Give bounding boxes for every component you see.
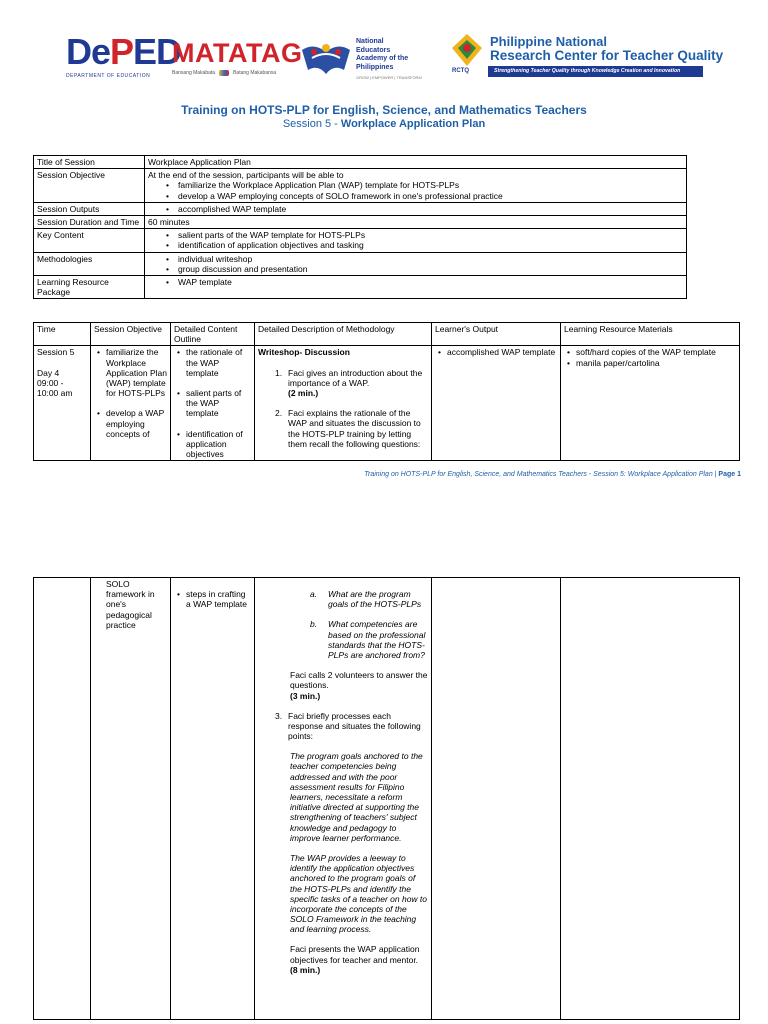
rctq-abbr: RCTQ bbox=[452, 68, 469, 74]
list-item: • soft/hard copies of the WAP template bbox=[564, 347, 736, 357]
matatag-sub-left: Bansang Makabata bbox=[172, 70, 216, 76]
volunteers-text: Faci calls 2 volunteers to answer the questions. (3 min.) bbox=[290, 670, 428, 701]
header-logos bbox=[60, 28, 724, 92]
list-item: • salient parts of the WAP template for HOTS-PLPs bbox=[148, 230, 683, 240]
list-item: • group discussion and presentation bbox=[148, 264, 683, 274]
list-item: • WAP template bbox=[148, 277, 683, 287]
list-item: • accomplished WAP template bbox=[148, 204, 683, 214]
time-end: 10:00 am bbox=[37, 387, 73, 398]
neap-line2: Educators bbox=[356, 46, 391, 54]
session-title bbox=[0, 118, 768, 131]
list-item: • familiarize the Workplace Application Plan (WAP) template for HOTS-PLPs bbox=[94, 347, 167, 398]
list-item: • steps in crafting a WAP template bbox=[174, 589, 251, 609]
list-item: 2. Faci explains the rationale of the WAP and situates the discussion to the HOTS-PLP training by letting them recall the following questions: bbox=[275, 408, 421, 449]
lrp-label: Learning Resource Package bbox=[34, 275, 145, 298]
list-item: • familiarize the Workplace Application Plan (WAP) template for HOTS-PLPs bbox=[148, 180, 683, 190]
list-item: • manila paper/cartolina bbox=[564, 358, 736, 368]
key-content-label: Key Content bbox=[34, 229, 145, 252]
materials-cell bbox=[561, 578, 740, 1020]
header-objective: Session Objective bbox=[91, 323, 171, 346]
methodology-cell bbox=[255, 578, 432, 1020]
time-cell bbox=[34, 346, 91, 461]
key-content-cell bbox=[145, 229, 687, 252]
objective-continued: SOLO framework in one's pedagogical practice bbox=[106, 579, 155, 630]
list-item: • develop a WAP employing concepts of bbox=[94, 408, 167, 439]
materials-cell bbox=[561, 346, 740, 461]
list-item: • identification of application objectives and tasking bbox=[148, 240, 683, 250]
table-row bbox=[34, 252, 687, 275]
objective-cell bbox=[91, 578, 171, 1020]
footer-page: Page 1 bbox=[718, 471, 741, 478]
session-info-table bbox=[33, 155, 687, 299]
duration-value: 60 minutes bbox=[145, 215, 687, 228]
matatag-sub-right: Batang Makabansa bbox=[233, 70, 277, 76]
footer-text: Training on HOTS-PLP for English, Science, and Mathematics Teachers - Session 5: Workplace Application Plan | bbox=[364, 471, 719, 478]
time-cell bbox=[34, 578, 91, 1020]
rctq-line1: Philippine National bbox=[490, 34, 608, 49]
duration-label: Session Duration and Time bbox=[34, 215, 145, 228]
matatag-emblem-icon bbox=[219, 70, 229, 76]
point-2: The WAP provides a leeway to identify the application objectives anchored to the program goals of the HOTS-PLPs and identify the specific tasks of a teacher on how to incorporate the concepts of the SOLO Framework in the teaching and learning process. bbox=[290, 852, 428, 935]
session-name: Workplace Application Plan bbox=[340, 118, 486, 130]
outputs-label: Session Outputs bbox=[34, 202, 145, 215]
list-item: • accomplished WAP template bbox=[435, 347, 557, 357]
outputs-cell bbox=[145, 202, 687, 215]
output-cell bbox=[432, 346, 561, 461]
methodologies-cell bbox=[145, 252, 687, 275]
deped-word-a: De bbox=[66, 31, 111, 72]
objective-label: Session Objective bbox=[34, 169, 145, 203]
objective-cell bbox=[91, 346, 171, 461]
content-cell bbox=[171, 578, 255, 1020]
table-row bbox=[34, 215, 687, 228]
neap-line1: National bbox=[356, 38, 384, 45]
point-1: The program goals anchored to the teacher competencies being addressed and with the poor assessment results for Filipino learners, necessitate a reform initiative directed at supporting the strengthening of teachers' subject knowledge and pedagogy to improve learner performance. bbox=[290, 751, 423, 843]
table-row bbox=[34, 578, 740, 1020]
deped-word-b: ED bbox=[133, 31, 182, 72]
neap-line4: Philippines bbox=[356, 63, 394, 71]
table-row bbox=[34, 346, 740, 461]
neap-line3: Academy of the bbox=[356, 55, 409, 62]
title-label: Title of Session bbox=[34, 156, 145, 169]
methodologies-label: Methodologies bbox=[34, 252, 145, 275]
session-plan-table-continued bbox=[33, 577, 740, 1020]
list-item: • salient parts of the WAP template bbox=[174, 388, 251, 419]
rctq-tagline: Strengthening Teacher Quality through Knowledge Creation and Innovation bbox=[488, 66, 703, 77]
methodology-cell bbox=[255, 346, 432, 461]
question-a: a. What are the program goals of the HOTS-PLPs bbox=[310, 589, 422, 610]
session-prefix: Session 5 - bbox=[282, 118, 341, 130]
table-header-row bbox=[34, 323, 740, 346]
header-methodology: Detailed Description of Methodology bbox=[255, 323, 432, 346]
table-row bbox=[34, 169, 687, 203]
list-item: • the rationale of the WAP template bbox=[174, 347, 251, 378]
session-plan-table bbox=[33, 322, 740, 461]
deped-logo bbox=[66, 31, 182, 90]
day-label: Day 4 bbox=[37, 367, 60, 378]
header-output: Learner's Output bbox=[432, 323, 561, 346]
rctq-logo bbox=[450, 32, 724, 84]
rctq-line2: Research Center for Teacher Quality bbox=[490, 48, 724, 63]
question-b: b. What competencies are based on the professional standards that the HOTS-PLPs are anchored from? bbox=[310, 619, 426, 660]
matatag-word: MATATAG bbox=[172, 38, 303, 68]
deped-torch-p: P bbox=[110, 31, 134, 72]
header-content: Detailed Content Outline bbox=[171, 323, 255, 346]
method-heading: Writeshop- Discussion bbox=[258, 347, 350, 358]
list-item: 3. Faci briefly processes each response and situates the following points: bbox=[275, 710, 421, 742]
matatag-logo bbox=[172, 38, 303, 86]
page-footer bbox=[364, 471, 741, 479]
list-item: • develop a WAP employing concepts of SOLO framework in one's professional practice bbox=[148, 191, 683, 201]
session-num: Session 5 bbox=[37, 347, 75, 358]
neap-logo bbox=[300, 36, 430, 88]
table-row bbox=[34, 202, 687, 215]
neap-tagline: GROW | EMPOWER | TRANSFORM bbox=[356, 75, 422, 80]
lrp-cell bbox=[145, 275, 687, 298]
table-row bbox=[34, 275, 687, 298]
list-item: • identification of application objectives bbox=[174, 429, 251, 460]
table-row bbox=[34, 229, 687, 252]
objective-intro: At the end of the session, participants will be able to bbox=[148, 170, 344, 181]
content-cell bbox=[171, 346, 255, 461]
document-title: Training on HOTS-PLP for English, Science, and Mathematics Teachers bbox=[181, 103, 587, 117]
list-item: • individual writeshop bbox=[148, 254, 683, 264]
header-time: Time bbox=[34, 323, 91, 346]
header-materials: Learning Resource Materials bbox=[561, 323, 740, 346]
list-item: 1. Faci gives an introduction about the importance of a WAP. (2 min.) bbox=[275, 367, 423, 398]
table-row bbox=[34, 156, 687, 169]
neap-emblem-icon bbox=[300, 40, 352, 80]
presents-text: Faci presents the WAP application objectives for teacher and mentor. (8 min.) bbox=[290, 944, 420, 975]
time-start: 09:00 - bbox=[37, 377, 64, 388]
deped-subtitle: DEPARTMENT OF EDUCATION bbox=[66, 73, 151, 79]
title-value: Workplace Application Plan bbox=[145, 156, 687, 169]
output-cell bbox=[432, 578, 561, 1020]
objective-cell bbox=[145, 169, 687, 203]
